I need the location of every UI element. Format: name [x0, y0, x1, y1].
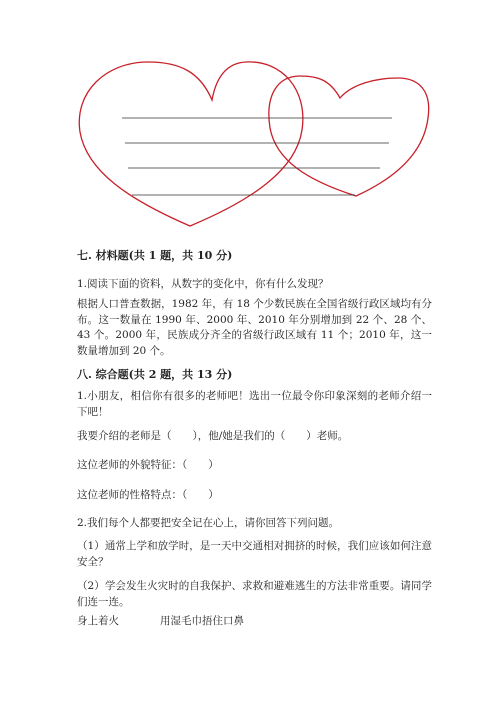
section7-heading: 七. 材料题(共 1 题，共 10 分): [77, 249, 233, 262]
section8-question-1: 1.小朋友，相信你有很多的老师吧！选出一位最令你印象深刻的老师介绍一下吧！: [77, 390, 432, 418]
section8-subquestion-2: （2）学会发生火灾时的自我保护、求救和避难逃生的方法非常重要。请同学们连一连。: [77, 580, 432, 608]
section7-question-1: 1.阅读下面的资料，从数字的变化中，你有什么发现？: [77, 278, 329, 290]
fill-teacher-appearance: 这位老师的外貌特征：（ ）: [77, 459, 219, 471]
fill-teacher-name: 我要介绍的老师是（ ），他/她是我们的（ ）老师。: [77, 430, 349, 442]
section8-heading: 八. 综合题(共 2 题，共 13 分): [77, 368, 233, 381]
small-heart-outline: [269, 76, 429, 196]
section7-material: 根据人口普查数据，1982 年，有 18 个少数民族在全国省级行政区域均有分布。这一数量在 1990 年、2000 年、2010 年分别增加到 22 个、28 个、43 个。2000 年，民族成分齐全的省级行政区域有 11 个；2010 年，这一数量增加到 20 个。: [77, 298, 432, 357]
fill-teacher-personality: 这位老师的性格特点：（ ）: [77, 489, 219, 501]
large-heart-outline: [79, 62, 303, 226]
match-left-item: 身上着火: [77, 615, 119, 627]
match-right-item: 用湿毛巾捂住口鼻: [160, 615, 244, 627]
section8-subquestion-1: （1）通常上学和放学时，是一天中交通相对拥挤的时候，我们应该如何注意安全？: [77, 540, 432, 568]
section8-question-2: 2.我们每个人都要把安全记在心上，请你回答下列问题。: [77, 517, 340, 529]
hearts-drawing: [0, 0, 500, 240]
